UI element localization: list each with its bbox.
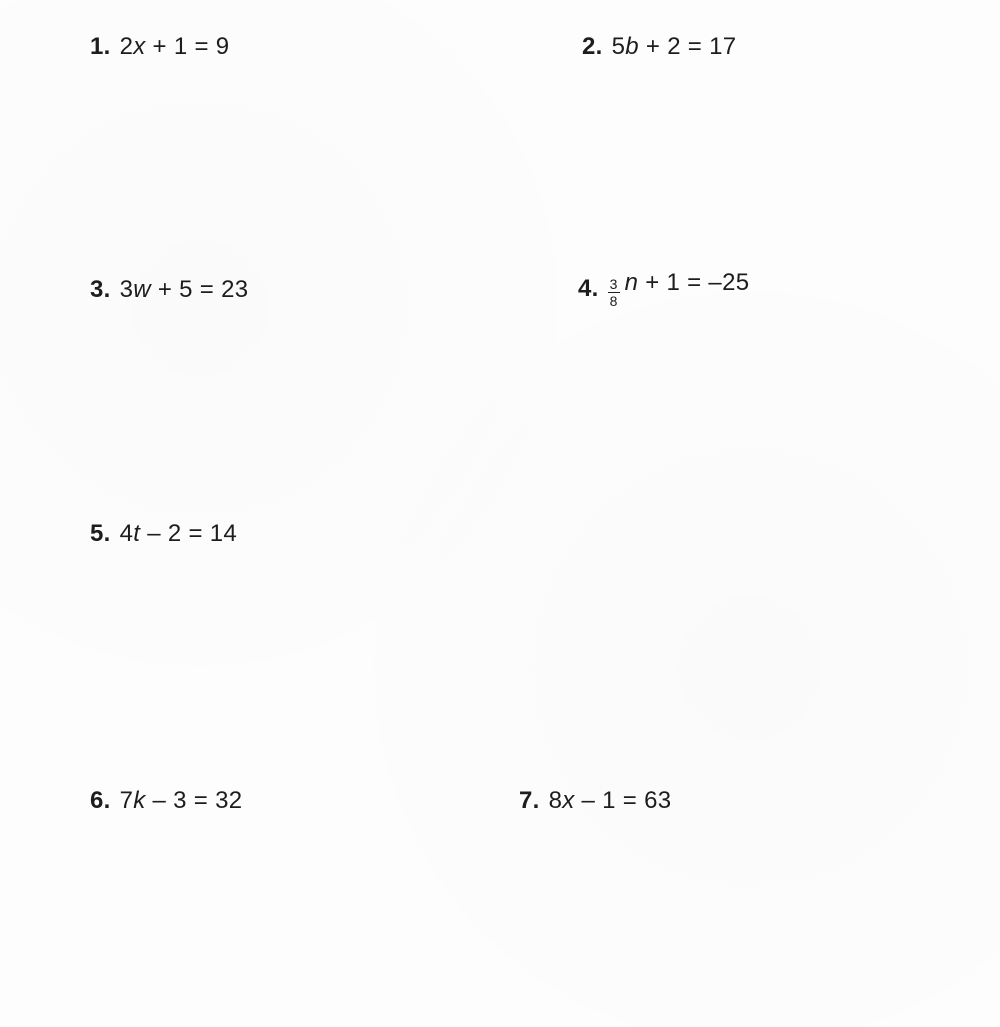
problem-2-number: 2. [582,33,603,60]
problem-5-number: 5. [90,520,111,547]
problem-7-number: 7. [519,787,540,814]
fraction-denominator: 8 [609,292,618,309]
equation-variable: n [624,269,639,296]
problem-6 [90,787,242,815]
fraction-numerator: 3 [609,276,618,292]
equation-text: + 1 = 9 [145,33,230,60]
problem-3-equation [120,276,249,304]
problem-6-number: 6. [90,787,111,814]
equation-text: 8 [548,787,563,814]
equation-variable: b [625,33,639,60]
equation-text: 5 [611,33,626,60]
problem-4 [578,269,749,309]
problem-6-equation [120,787,243,815]
equation-variable: k [133,787,146,814]
problem-1-number: 1. [90,33,111,60]
problem-1 [90,33,229,61]
equation-variable: x [133,33,146,60]
fraction [608,277,620,308]
problem-2-equation [612,33,737,61]
problem-1-equation [120,33,230,61]
equation-text: – 3 = 32 [145,787,243,814]
equation-text: – 2 = 14 [140,520,238,547]
problem-5-equation [120,520,237,548]
problem-7 [519,787,671,815]
problem-3-number: 3. [90,276,111,303]
problem-2 [582,33,736,61]
equation-text: 7 [119,787,134,814]
equation-text: 4 [119,520,134,547]
problem-4-equation [608,269,750,309]
equation-text: + 2 = 17 [638,33,737,60]
problem-7-equation [549,787,672,815]
equation-variable: x [562,787,575,814]
equation-text: 2 [119,33,134,60]
equation-text: – 1 = 63 [574,787,672,814]
equation-variable: w [133,276,151,303]
equation-text: + 5 = 23 [150,276,249,303]
equation-text: 3 [119,276,134,303]
problem-3 [90,276,248,304]
equation-variable: t [133,520,141,547]
problem-4-number: 4. [578,275,599,303]
equation-text: + 1 = –25 [638,269,750,296]
problem-5 [90,520,237,548]
